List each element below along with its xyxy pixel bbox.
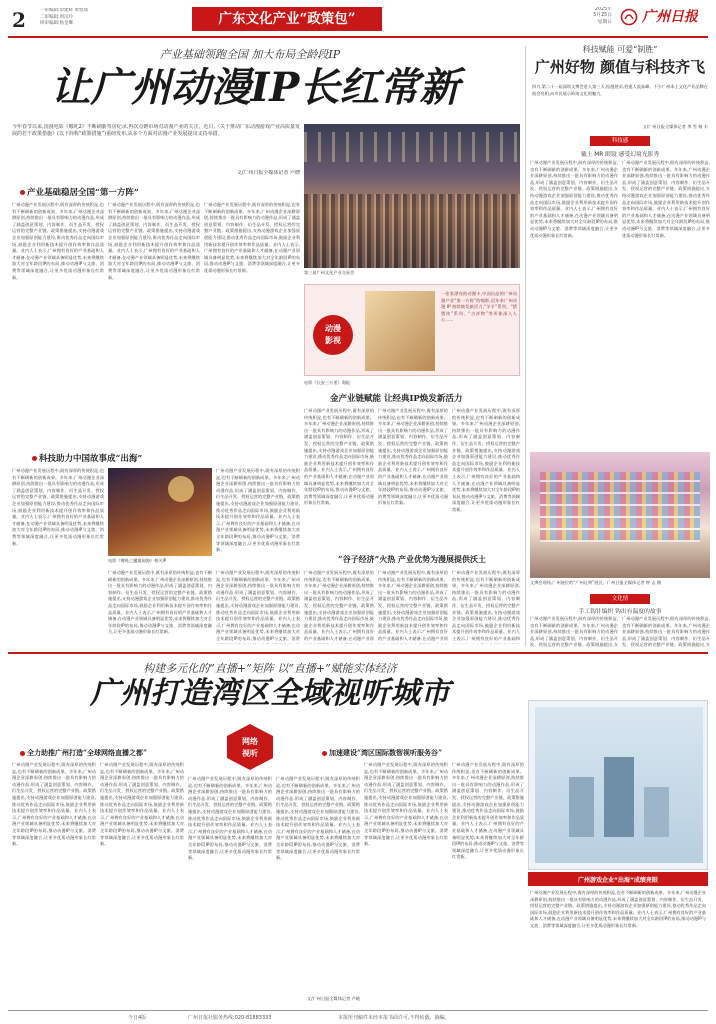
- movie-poster-caption: 电影《哪吒之魔童闹海》相关IP: [108, 558, 167, 563]
- bottom-badge: [224, 722, 276, 772]
- right-kicker: 科技赋能 可爱“制胜”: [582, 45, 658, 54]
- expo-photo: [530, 452, 710, 578]
- body-col-1: 广州动漫产业发展历程中,既有深厚的传统积淀,也有不断刷新的创新成果。多年来,广州动漫企业深耕原创,持续推出一批具有影响力的动漫作品,形成了涵盖创意策划、内容制作、衍生品开发、授权运营的完整产业链。政策措施提出,支持动漫游戏企业加强原创能力建设,推动优秀作品走向国际市场,鼓励企业利用新技术提升创作效率和作品质量。业内人士表示,广州拥有良好的产业基础和人才储备,在动漫产业领域具备明显优势,未来将继续加大对全年龄段IP的布局,推动动漫IP与文旅、消费等领域深度融合,让更多优质动漫形象长红常新。: [12, 202, 104, 280]
- building-icon: [559, 747, 679, 837]
- bottom-sec-2: [320, 748, 520, 758]
- date-block: [572, 7, 612, 26]
- bottom-col-4: 广州动漫产业发展历程中,既有深厚的传统积淀,也有不断刷新的创新成果。多年来,广州动漫企业深耕原创,持续推出一批具有影响力的动漫作品,形成了涵盖创意策划、内容制作、衍生品开发、授权运营的完整产业链。政策措施提出,支持动漫游戏企业加强原创能力建设,推动优秀作品走向国际市场,鼓励企业利用新技术提升创作效率和作品质量。业内人士表示,广州拥有良好的产业基础和人才储备,在动漫产业领域具备明显优势,未来将继续加大对全年龄段IP的布局,推动动漫IP与文旅、消费等领域深度融合,让更多优质动漫形象长红常新。: [276, 776, 360, 861]
- body-col-8: 广州动漫产业发展历程中,既有深厚的传统积淀,也有不断刷新的创新成果。多年来,广州动漫企业深耕原创,持续推出一批具有影响力的动漫作品,形成了涵盖创意策划、内容制作、衍生品开发、授权运营的完整产业链。政策措施提出,支持动漫游戏企业加强原创能力建设,推动优秀作品走向国际市场,鼓励企业利用新技术提升创作效率和作品质量。业内人士表示,广州拥有良好的产业基础和人才储备,在动漫产业领域具备明显优势,未来将继续加大对全年龄段IP的布局,推动动漫IP与文旅、消费等领域深度融合,让更多优质动漫形象长红常新。: [216, 468, 300, 553]
- section-heading-4: [304, 554, 520, 565]
- editor-lines: [40, 8, 150, 28]
- body-col-10: 广州动漫产业发展历程中,既有深厚的传统积淀,也有不断刷新的创新成果。多年来,广州动漫企业深耕原创,持续推出一批具有影响力的动漫作品,形成了涵盖创意策划、内容制作、衍生品开发、授权运营的完整产业链。政策措施提出,支持动漫游戏企业加强原创能力建设,推动优秀作品走向国际市场,鼓励企业利用新技术提升创作效率和作品质量。业内人士表示,广州拥有良好的产业基础和人才储备,在动漫产业领: [304, 570, 374, 641]
- editor-line: 一审编辑:余建辉 黄旭瑞: [40, 8, 88, 13]
- section-heading-3-text: 金产业链赋能 让经典IP焕发新活力: [330, 394, 463, 404]
- sidebar-badge-text-1: 动漫: [325, 324, 341, 333]
- bottom-byline: 文/广州日报全媒体记者 卢晓: [307, 996, 360, 1001]
- right-tag-culture: 文化情: [590, 594, 650, 604]
- sidebar-badge-text-2: 影视: [325, 336, 341, 345]
- sidebar-text: 一张张漂亮的动漫卡,中国出品的广州动漫产业“第一方阵”的缩影,近年来广州动漫 IP 持续焕发新活力,“羊羊”系列、“猪猪侠”系列、“吉祥物”等形象深入人心……: [441, 291, 517, 323]
- bottom-sec-2-text: 加速建设“湾区国际数智视听服务谷”: [329, 748, 443, 757]
- right-byline: 文/广州日报全媒体记者 李 雪 杨 丰: [642, 124, 708, 129]
- badge-text-1: 网络: [242, 737, 258, 746]
- body-col-13: 广州动漫产业发展历程中,既有深厚的传统积淀,也有不断刷新的创新成果。多年来,广州动漫企业深耕原创,持续推出一批具有影响力的动漫作品,形成了涵盖创意策划、内容制作、衍生品开发、授权运营的完整产业链。政策措施提出,支持动漫游戏企业加强原创能力建设,推动优秀作品走向国际市场,鼓励企业利用新技术提升创作效率和作品质量。业内人士表示,广州拥有良好的产业基础和人才储备,在动漫产业领域具备明显优势,未来将继续加大对全年龄段IP的布局,推动动漫IP与文旅、消费: [216, 570, 300, 641]
- body-col-12: 广州动漫产业发展历程中,既有深厚的传统积淀,也有不断刷新的创新成果。多年来,广州动漫企业深耕原创,持续推出一批具有影响力的动漫作品,形成了涵盖创意策划、内容制作、衍生品开发、授权运营的完整产业链。政策措施提出,支持动漫游戏企业加强原创能力建设,推动优秀作品走向国际市场,鼓励企业利用新技术提升创作效率和作品质量。业内人士表示,广州拥有良好的产业基础和: [452, 570, 520, 641]
- body-col-11: 广州动漫产业发展历程中,既有深厚的传统积淀,也有不断刷新的创新成果。多年来,广州动漫企业深耕原创,持续推出一批具有影响力的动漫作品,形成了涵盖创意策划、内容制作、衍生品开发、授权运营的完整产业链。政策措施提出,支持动漫游戏企业加强原创能力建设,推动优秀作品走向国际市场,鼓励企业利用新技术提升创作效率和作品质量。业内人士表示,广州拥有良好的产业基础和人才储备,在动漫产业领: [378, 570, 448, 641]
- bottom-col-1: 广州动漫产业发展历程中,既有深厚的传统积淀,也有不断刷新的创新成果。多年来,广州动漫企业深耕原创,持续推出一批具有影响力的动漫作品,形成了涵盖创意策划、内容制作、衍生品开发、授权运营的完整产业链。政策措施提出,支持动漫游戏企业加强原创能力建设,推动优秀作品走向国际市场,鼓励企业利用新技术提升创作效率和作品质量。业内人士表示,广州拥有良好的产业基础和人才储备,在动漫产业领域具备明显优势,未来将继续加大对全年龄段IP的布局,推动动漫IP与文旅、消费等领域深度融合,让更多优质动漫形象长红常新。: [12, 762, 96, 847]
- bottom-col-2: 广州动漫产业发展历程中,既有深厚的传统积淀,也有不断刷新的创新成果。多年来,广州动漫企业深耕原创,持续推出一批具有影响力的动漫作品,形成了涵盖创意策划、内容制作、衍生品开发、授权运营的完整产业链。政策措施提出,支持动漫游戏企业加强原创能力建设,推动优秀作品走向国际市场,鼓励企业利用新技术提升创作效率和作品质量。业内人士表示,广州拥有良好的产业基础和人才储备,在动漫产业领域具备明显优势,未来将继续加大对全年龄段IP的布局,推动动漫IP与文旅、消费等领域深度融合,让更多优质动漫形象长红常新。: [100, 762, 184, 847]
- paper-logo-icon: [620, 8, 638, 26]
- bottom-headline: 广州打造湾区全域视听城市: [90, 676, 450, 711]
- section-heading-2: [30, 452, 300, 464]
- footer-mid: 广州日报社服务热线:020-81883333: [188, 1015, 272, 1021]
- right-col-2: 广州动漫产业发展历程中,既有深厚的传统积淀,也有不断刷新的创新成果。多年来,广州动漫企业深耕原创,持续推出一批具有影响力的动漫作品,形成了涵盖创意策划、内容制作、衍生品开发、授权运营的完整产业链。政策措施提出,支持动漫游戏企业加强原创能力建设,推动优秀作品走向国际市场,鼓励企业利用新技术提升创作效率和作品质量。业内人士表示,广州拥有良好的产业基础和人才储备,在动漫产业领域具备明显优势,未来将继续加大对全年龄段IP的布局,推动动漫IP与文旅、消费等领域深度融合,让更多优质动漫形象长红常新。: [622, 160, 710, 238]
- movie-poster: [108, 468, 212, 556]
- paper-logo: [620, 8, 710, 26]
- right-divider: [525, 46, 526, 646]
- body-col-7: 广州动漫产业发展历程中,既有深厚的传统积淀,也有不断刷新的创新成果。多年来,广州动漫企业深耕原创,持续推出一批具有影响力的动漫作品,形成了涵盖创意策划、内容制作、衍生品开发、授权运营的完整产业链。政策措施提出,支持动漫游戏企业加强原创能力建设,推动优秀作品走向国际市场,鼓励企业利用新技术提升创作效率和作品质量。业内人士表示,广州拥有良好的产业基础和人才储备,在动漫产业领域具备明显优势,未来将继续加大对全年龄段IP的布局,推动动漫IP与文旅、消费等领域深度融合,让更多优质动漫形象长红常新。: [12, 468, 104, 546]
- section-dot-icon: [322, 751, 327, 756]
- body-col-9: 广州动漫产业发展历程中,既有深厚的传统积淀,也有不断刷新的创新成果。多年来,广州动漫企业深耕原创,持续推出一批具有影响力的动漫作品,形成了涵盖创意策划、内容制作、衍生品开发、授权运营的完整产业链。政策措施提出,支持动漫游戏企业加强原创能力建设,推动优秀作品走向国际市场,鼓励企业利用新技术提升创作效率和作品质量。业内人士表示,广州拥有良好的产业基础和人才储备,在动漫产业领域具备明显优势,未来将继续加大对全年龄段IP的布局,推动动漫IP与文旅、消费等领域深度融合,让更多优质动漫形象长红常新。: [108, 570, 212, 635]
- crowd-photo: [304, 124, 520, 268]
- body-col-6: 广州动漫产业发展历程中,既有深厚的传统积淀,也有不断刷新的创新成果。多年来,广州动漫企业深耕原创,持续推出一批具有影响力的动漫作品,形成了涵盖创意策划、内容制作、衍生品开发、授权运营的完整产业链。政策措施提出,支持动漫游戏企业加强原创能力建设,推动优秀作品走向国际市场,鼓励企业利用新技术提升创作效率和作品质量。业内人士表示,广州拥有良好的产业基础和人才储备,在动漫产业领域具备明显优势,未来将继续加大对全年龄段IP的布局,推动动漫IP与文旅、消费等领域深度融合,让更多优质动漫形象长红常新。: [452, 408, 520, 512]
- crowd-photo-people: [304, 194, 520, 268]
- body-col-4: 广州动漫产业发展历程中,既有深厚的传统积淀,也有不断刷新的创新成果。多年来,广州动漫企业深耕原创,持续推出一批具有影响力的动漫作品,形成了涵盖创意策划、内容制作、衍生品开发、授权运营的完整产业链。政策措施提出,支持动漫游戏企业加强原创能力建设,推动优秀作品走向国际市场,鼓励企业利用新技术提升创作效率和作品质量。业内人士表示,广州拥有良好的产业基础和人才储备,在动漫产业领域具备明显优势,未来将继续加大对全年龄段IP的布局,推动动漫IP与文旅、消费等领域深度融合,让更多优质动漫形象长红常新。: [304, 408, 374, 506]
- right-col-3: 广州动漫产业发展历程中,既有深厚的传统积淀,也有不断刷新的创新成果。多年来,广州动漫企业深耕原创,持续推出一批具有影响力的动漫作品,形成了涵盖创意策划、内容制作、衍生品开发、授权运营的完整产业链。政策措施提出,支: [530, 616, 618, 648]
- crowd-photo-lights: [304, 132, 520, 162]
- masthead-rule: [8, 36, 708, 38]
- main-byline: 文/广州日报全媒体记者 卢晓: [236, 170, 300, 176]
- section-dot-icon: [20, 751, 25, 756]
- section-banner: 广东文化产业“政策包”: [192, 7, 382, 31]
- badge-hexagon-icon: [224, 722, 276, 772]
- bottom-col-3: 广州动漫产业发展历程中,既有深厚的传统积淀,也有不断刷新的创新成果。多年来,广州动漫企业深耕原创,持续推出一批具有影响力的动漫作品,形成了涵盖创意策划、内容制作、衍生品开发、授权运营的完整产业链。政策措施提出,支持动漫游戏企业加强原创能力建设,推动优秀作品走向国际市场,鼓励企业利用新技术提升创作效率和作品质量。业内人士表示,广州拥有良好的产业基础和人才储备,在动漫产业领域具备明显优势,未来将继续加大对全年龄段IP的布局,推动动漫IP与文旅、消费等领域深度融合,让更多优质动漫形象长红常新。: [188, 776, 272, 861]
- section-heading-4-text: “谷子经济”火热 产业优势为漫展提供沃土: [338, 554, 486, 564]
- masthead: [0, 0, 716, 40]
- right-tag-tech: 科技感: [590, 136, 650, 146]
- date-day: 5月25日: [593, 13, 612, 19]
- game-box-title-bar: [528, 872, 708, 886]
- sidebar-photo: [365, 291, 435, 371]
- section-dot-icon: [20, 190, 25, 195]
- paper-name: 广州日报: [642, 9, 698, 25]
- sidebar-badge: [313, 315, 353, 355]
- body-col-2: 广州动漫产业发展历程中,既有深厚的传统积淀,也有不断刷新的创新成果。多年来,广州动漫企业深耕原创,持续推出一批具有影响力的动漫作品,形成了涵盖创意策划、内容制作、衍生品开发、授权运营的完整产业链。政策措施提出,支持动漫游戏企业加强原创能力建设,推动优秀作品走向国际市场,鼓励企业利用新技术提升创作效率和作品质量。业内人士表示,广州拥有良好的产业基础和人才储备,在动漫产业领域具备明显优势,未来将继续加大对全年龄段IP的布局,推动动漫IP与文旅、消费等领域深度融合,让更多优质动漫形象长红常新。: [108, 202, 200, 280]
- badge-text-2: 视听: [242, 749, 258, 758]
- section-heading-1: [18, 186, 298, 198]
- bottom-kicker: 构建多元化的“直播+”矩阵 以“直播+”赋能实体经济: [143, 662, 397, 675]
- game-box-title: 广州游戏企业“出海”成绩亮眼: [578, 877, 658, 884]
- right-col-1: 广州动漫产业发展历程中,既有深厚的传统积淀,也有不断刷新的创新成果。多年来,广州动漫企业深耕原创,持续推出一批具有影响力的动漫作品,形成了涵盖创意策划、内容制作、衍生品开发、授权运营的完整产业链。政策措施提出,支持动漫游戏企业加强原创能力建设,推动优秀作品走向国际市场,鼓励企业利用新技术提升创作效率和作品质量。业内人士表示,广州拥有良好的产业基础和人才储备,在动漫产业领域具备明显优势,未来将继续加大对全年龄段IP的布局,推动动漫IP与文旅、消费等领域深度融合,让更多优质动漫形象长红常新。: [530, 160, 618, 238]
- main-lede: 今年春节以来,国漫电影《哪吒2》不断刷新票房纪录,再次点燃市场对动漫产业的关注。近日,《关于推动广东动漫游戏产业高质量发展的若干政策措施》(以下简称“政策措施”)重磅发布,从多个方面对动漫产业发展提出支持举措。: [12, 124, 300, 137]
- footer-left: 今日4版: [128, 1015, 147, 1021]
- footer: [8, 1010, 708, 1022]
- section-heading-3: [330, 392, 530, 404]
- main-kicker: 产业基础领跑全国 加大布局全龄段IP: [159, 48, 341, 61]
- right-sub-culture: 手工钩针编织 钩出有温度的故事: [578, 609, 662, 615]
- crowd-photo-caption: 第三届广州文化产业交易会: [304, 270, 355, 275]
- bottom-sec-1: [18, 748, 218, 758]
- expo-photo-caption: 文博会现场,广州展位的“广州礼物”展区。广州日报全媒体记者 钟 志 摄: [530, 580, 662, 585]
- game-box: [528, 700, 708, 870]
- bottom-col-5: 广州动漫产业发展历程中,既有深厚的传统积淀,也有不断刷新的创新成果。多年来,广州动漫企业深耕原创,持续推出一批具有影响力的动漫作品,形成了涵盖创意策划、内容制作、衍生品开发、授权运营的完整产业链。政策措施提出,支持动漫游戏企业加强原创能力建设,推动优秀作品走向国际市场,鼓励企业利用新技术提升创作效率和作品质量。业内人士表示,广州拥有良好的产业基础和人才储备,在动漫产业领域具备明显优势,未来将继续加大对全年龄段IP的布局,推动动漫IP与文旅、消费等领域深度融合,让更多优质动漫形象长红常新。: [364, 762, 448, 847]
- main-headline: 让广州动漫IP长红常新: [50, 64, 460, 111]
- date-weekday: 星期日: [597, 19, 612, 25]
- game-box-text: 广州动漫产业发展历程中,既有深厚的传统积淀,也有不断刷新的创新成果。多年来,广州动漫企业深耕原创,持续推出一批具有影响力的动漫作品,形成了涵盖创意策划、内容制作、衍生品开发、授权运营的完整产业链。政策措施提出,支持动漫游戏企业加强原创能力建设,推动优秀作品走向国际市场,鼓励企业利用新技术提升创作效率和作品质量。业内人士表示,广州拥有良好的产业基础和人才储备,在动漫产业领域具备明显优势,未来将继续加大对全年龄段IP的布局,推动动漫IP与文旅、消费等领域深度融合,让更多优质动漫形象长红常新。: [530, 890, 706, 928]
- section-dot-icon: [32, 456, 37, 461]
- right-col-4: 广州动漫产业发展历程中,既有深厚的传统积淀,也有不断刷新的创新成果。多年来,广州动漫企业深耕原创,持续推出一批具有影响力的动漫作品,形成了涵盖创意策划、内容制作、衍生品开发、授权运营的完整产业链。政策措施提出,支: [622, 616, 710, 648]
- editor-line: 终审编辑:杨金鹰: [40, 21, 74, 26]
- footer-right: 本报所刊稿件未经本报书面许可,不得转载、摘编。: [338, 1015, 450, 1021]
- editor-line: 二审编辑:周汉玲: [40, 14, 74, 20]
- poster-sun: [168, 476, 194, 502]
- right-lede: 四月,第二十一届深圳文博会进入第三天,检漫展采,恰逢人流高峰。不少广州本土文化产业品牌在展会亮相,向市民展示岭南文化的魅力。: [532, 84, 708, 96]
- game-box-illustration: [535, 707, 703, 863]
- sidebar-box: [304, 284, 520, 376]
- date-year: 2025年: [594, 7, 612, 12]
- body-col-5: 广州动漫产业发展历程中,既有深厚的传统积淀,也有不断刷新的创新成果。多年来,广州动漫企业深耕原创,持续推出一批具有影响力的动漫作品,形成了涵盖创意策划、内容制作、衍生品开发、授权运营的完整产业链。政策措施提出,支持动漫游戏企业加强原创能力建设,推动优秀作品走向国际市场,鼓励企业利用新技术提升创作效率和作品质量。业内人士表示,广州拥有良好的产业基础和人才储备,在动漫产业领域具备明显优势,未来将继续加大对全年龄段IP的布局,推动动漫IP与文旅、消费等领域深度融合,让更多优质动漫形象长红常新。: [378, 408, 448, 506]
- bottom-sec-1-text: 全力助推广州打造“全球网络直播之都”: [27, 748, 148, 757]
- page-number: 2: [12, 8, 26, 32]
- bottom-col-6: 广州动漫产业发展历程中,既有深厚的传统积淀,也有不断刷新的创新成果。多年来,广州动漫企业深耕原创,持续推出一批具有影响力的动漫作品,形成了涵盖创意策划、内容制作、衍生品开发、授权运营的完整产业链。政策措施提出,支持动漫游戏企业加强原创能力建设,推动优秀作品走向国际市场,鼓励企业利用新技术提升创作效率和作品质量。业内人士表示,广州拥有良好的产业基础和人才储备,在动漫产业领域具备明显优势,未来将继续加大对全年龄段IP的布局,推动动漫IP与文旅、消费等领域深度融合,让更多优质动漫形象长红常新。: [452, 762, 524, 860]
- bottom-rule: [8, 652, 708, 654]
- right-headline: 广州好物 颜值与科技齐飞: [534, 58, 706, 76]
- right-sub-tech: 戴上 MR 眼镜 感受幻境光影秀: [580, 152, 660, 158]
- sidebar-caption: 电影《长安三万里》海报: [304, 380, 351, 385]
- section-heading-1-text: 产业基础稳居全国“第一方阵”: [27, 188, 139, 198]
- section-heading-2-text: 科技助力中国故事成“出海”: [39, 454, 143, 464]
- expo-shelves: [540, 472, 700, 542]
- body-col-3: 广州动漫产业发展历程中,既有深厚的传统积淀,也有不断刷新的创新成果。多年来,广州动漫企业深耕原创,持续推出一批具有影响力的动漫作品,形成了涵盖创意策划、内容制作、衍生品开发、授权运营的完整产业链。政策措施提出,支持动漫游戏企业加强原创能力建设,推动优秀作品走向国际市场,鼓励企业利用新技术提升创作效率和作品质量。业内人士表示,广州拥有良好的产业基础和人才储备,在动漫产业领域具备明显优势,未来将继续加大对全年龄段IP的布局,推动动漫IP与文旅、消费等领域深度融合,让更多优质动漫形象长红常新。: [204, 202, 300, 273]
